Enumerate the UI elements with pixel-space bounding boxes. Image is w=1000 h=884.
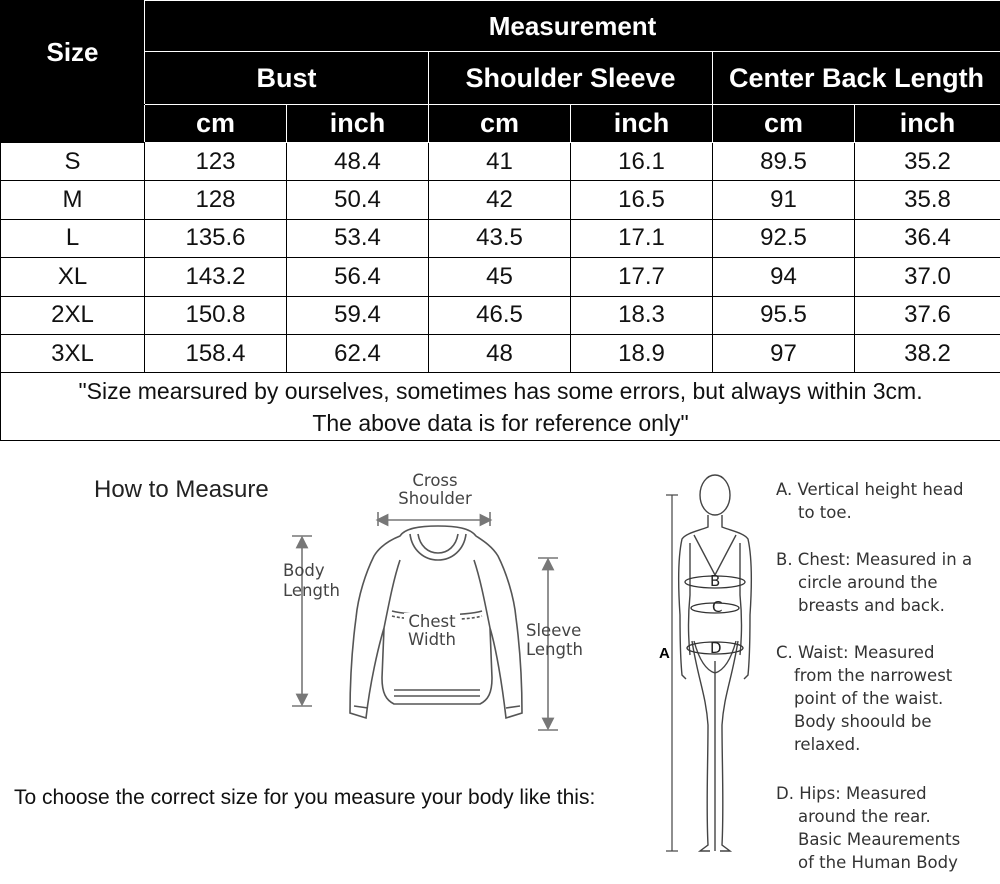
desc-a-line-1: A. Vertical height head: [776, 480, 964, 499]
size-cell: L: [1, 219, 145, 257]
desc-d-line-4: of the Human Body: [798, 853, 958, 872]
unit-header: inch: [287, 105, 429, 143]
sweater-diagram: [270, 468, 600, 743]
table-cell: 48.4: [287, 143, 429, 181]
table-cell: 135.6: [145, 219, 287, 257]
sleeve-length-line-2: Length: [526, 640, 583, 659]
size-cell: M: [1, 181, 145, 219]
table-cell: 143.2: [145, 258, 287, 296]
unit-header: cm: [145, 105, 287, 143]
size-header-spacer: [1, 105, 145, 143]
table-cell: 89.5: [713, 143, 855, 181]
desc-chest: [776, 548, 972, 617]
disclaimer-line-2: The above data is for reference only": [312, 409, 689, 436]
body-outline: [679, 475, 752, 851]
table-cell: 41: [429, 143, 571, 181]
desc-c-line-4: Body shoould be: [794, 712, 932, 731]
desc-d-line-1: D. Hips: Measured: [776, 784, 927, 803]
table-cell: 56.4: [287, 258, 429, 296]
height-arrow: [666, 495, 678, 851]
cross-shoulder-label: [396, 472, 474, 508]
table-row: [1, 296, 1000, 334]
table-cell: 123: [145, 143, 287, 181]
cross-shoulder-line-2: Shoulder: [398, 489, 472, 508]
table-cell: 92.5: [713, 219, 855, 257]
table-cell: 91: [713, 181, 855, 219]
desc-waist: [776, 641, 952, 756]
size-chart-table: [0, 0, 1000, 441]
desc-c-line-1: C. Waist: Measured: [776, 643, 935, 662]
measurement-header: Measurement: [145, 1, 1000, 52]
unit-header: inch: [571, 105, 713, 143]
table-cell: 37.6: [855, 296, 1000, 334]
table-cell: 37.0: [855, 258, 1000, 296]
table-cell: 17.1: [571, 219, 713, 257]
sleeve-length-label: [526, 621, 583, 659]
table-cell: 128: [145, 181, 287, 219]
table-cell: 35.2: [855, 143, 1000, 181]
table-cell: 42: [429, 181, 571, 219]
disclaimer-note: [1, 373, 1000, 441]
table-note-row: [1, 373, 1000, 441]
body-length-line-1: Body: [283, 561, 325, 580]
chest-width-label: [404, 613, 460, 649]
how-to-measure-title: How to Measure: [94, 476, 269, 503]
unit-header: cm: [713, 105, 855, 143]
bust-header: Bust: [145, 52, 429, 105]
table-cell: 150.8: [145, 296, 287, 334]
size-cell: XL: [1, 258, 145, 296]
table-cell: 16.5: [571, 181, 713, 219]
table-cell: 17.7: [571, 258, 713, 296]
size-cell: S: [1, 143, 145, 181]
table-cell: 35.8: [855, 181, 1000, 219]
body-length-label: [283, 561, 340, 601]
desc-b-line-2: circle around the: [798, 573, 938, 592]
table-cell: 18.3: [571, 296, 713, 334]
desc-hips: [776, 782, 960, 874]
table-cell: 50.4: [287, 181, 429, 219]
sleeve-length-line-1: Sleeve: [526, 621, 582, 640]
table-cell: 158.4: [145, 334, 287, 372]
desc-a-line-2: to toe.: [798, 503, 852, 522]
marker-d: D: [710, 639, 722, 657]
chest-width-line-1: Chest: [408, 612, 456, 631]
desc-b-line-3: breasts and back.: [798, 596, 945, 615]
body-figure-diagram: [650, 465, 775, 875]
desc-b-line-1: B. Chest: Measured in a: [776, 550, 973, 569]
desc-d-line-3: Basic Meaurements: [798, 830, 961, 849]
desc-d-line-2: around the rear.: [798, 807, 931, 826]
table-cell: 38.2: [855, 334, 1000, 372]
desc-c-line-5: relaxed.: [794, 735, 861, 754]
desc-c-line-2: from the narrowest: [794, 666, 953, 685]
desc-c-line-3: point of the waist.: [794, 689, 944, 708]
table-cell: 18.9: [571, 334, 713, 372]
table-row: [1, 258, 1000, 296]
table-row: [1, 219, 1000, 257]
table-cell: 43.5: [429, 219, 571, 257]
unit-header: cm: [429, 105, 571, 143]
cross-shoulder-line-1: Cross: [412, 471, 458, 490]
table-cell: 94: [713, 258, 855, 296]
table-cell: 62.4: [287, 334, 429, 372]
table-cell: 48: [429, 334, 571, 372]
table-cell: 97: [713, 334, 855, 372]
marker-a: A: [659, 645, 670, 662]
table-cell: 53.4: [287, 219, 429, 257]
table-cell: 46.5: [429, 296, 571, 334]
size-cell: 3XL: [1, 334, 145, 372]
marker-b: B: [710, 572, 721, 590]
unit-header: inch: [855, 105, 1000, 143]
table-row: [1, 181, 1000, 219]
body-length-line-2: Length: [283, 581, 340, 600]
desc-height: [776, 478, 964, 524]
table-cell: 95.5: [713, 296, 855, 334]
table-cell: 45: [429, 258, 571, 296]
table-row: [1, 143, 1000, 181]
table-cell: 16.1: [571, 143, 713, 181]
table-cell: 36.4: [855, 219, 1000, 257]
size-header: Size: [1, 1, 145, 105]
size-cell: 2XL: [1, 296, 145, 334]
disclaimer-line-1: "Size mearsured by ourselves, sometimes has some errors, but always within 3cm.: [78, 377, 923, 404]
chest-width-line-2: Width: [408, 630, 456, 649]
table-cell: 59.4: [287, 296, 429, 334]
table-row: [1, 334, 1000, 372]
shoulder-sleeve-header: Shoulder Sleeve: [429, 52, 713, 105]
marker-c: C: [712, 598, 723, 616]
center-back-length-header: Center Back Length: [713, 52, 1000, 105]
instruction-text: To choose the correct size for you measure your body like this:: [14, 786, 596, 809]
